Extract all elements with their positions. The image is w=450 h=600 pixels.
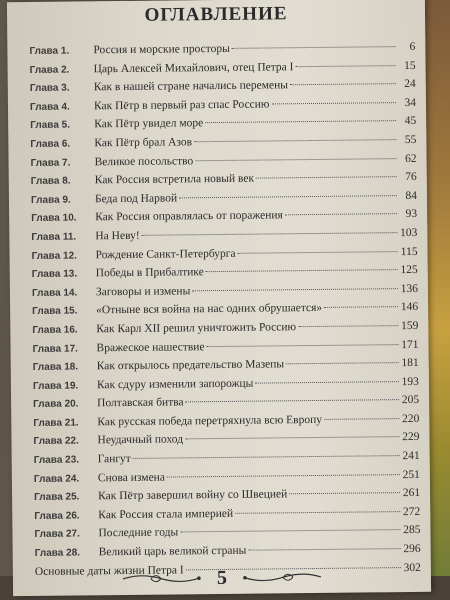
chapter-title: Снова измена: [97, 471, 165, 484]
chapter-label: Глава 18.: [32, 361, 79, 374]
page-ref: 146: [400, 301, 419, 314]
chapter-title: Как в нашей стране начались перемены: [93, 79, 289, 94]
table-of-contents: [29, 38, 421, 581]
dot-leader: [192, 288, 398, 291]
chapter-title: Беда под Нарвой: [94, 192, 178, 206]
page-ref: 6: [409, 40, 416, 53]
chapter-label: Глава 28.: [34, 547, 81, 559]
page-ref: 84: [405, 189, 418, 202]
chapter-title: Царь Алексей Михайлович, отец Петра I: [93, 60, 294, 75]
page-ref: 261: [402, 487, 421, 500]
final-entry-title: Основные даты жизни Петра I: [34, 564, 184, 578]
chapter-label: Глава 27.: [34, 528, 80, 541]
chapter-label: Глава 5.: [30, 119, 71, 132]
dot-leader: [205, 121, 396, 124]
dot-leader: [133, 455, 400, 459]
chapter-title: Как Россия встретила новый век: [94, 172, 255, 187]
page-ref: 205: [401, 394, 420, 407]
dot-leader: [142, 232, 398, 236]
chapter-title: Заговоры и измены: [95, 285, 191, 299]
page-ref: 296: [403, 542, 421, 556]
chapter-label: Глава 12.: [31, 250, 77, 262]
chapter-title: Последние годы: [98, 526, 179, 540]
dot-leader: [186, 399, 400, 402]
chapter-label: Глава 13.: [31, 268, 78, 281]
chapter-title: Гангут: [97, 452, 131, 466]
chapter-label: Глава 20.: [33, 398, 79, 411]
chapter-title: Вражеское нашествие: [96, 340, 205, 354]
dot-leader: [324, 418, 399, 420]
page-ref: 193: [401, 375, 419, 388]
page-ref: 55: [404, 133, 417, 147]
page-ref: 24: [404, 78, 416, 91]
chapter-title: Как Пётр завершил войну со Швецией: [98, 488, 288, 503]
chapter-label: Глава 6.: [30, 138, 71, 150]
chapter-label: Глава 15.: [32, 305, 78, 318]
dot-leader: [248, 548, 400, 551]
page-ref: 171: [401, 338, 419, 351]
chapter-title: Как Россия стала империей: [98, 507, 234, 522]
page-ref: 62: [404, 152, 417, 165]
chapter-title: «Отныне вся война на нас одних обрушается»: [96, 302, 323, 317]
chapter-label: Глава 3.: [29, 82, 70, 95]
chapter-label: Глава 1.: [29, 45, 70, 57]
dot-leader: [286, 362, 399, 364]
chapter-label: Глава 22.: [33, 435, 79, 448]
dot-leader: [285, 213, 397, 215]
page-ref: 76: [405, 171, 417, 184]
chapter-label: Глава 26.: [34, 510, 80, 522]
dot-leader: [232, 46, 396, 49]
dot-leader: [235, 511, 400, 514]
page-ref: 15: [404, 59, 416, 72]
page-ref: 220: [401, 412, 420, 425]
dot-leader: [271, 102, 396, 104]
dot-leader: [238, 251, 398, 254]
chapter-title: Как Карл XII решил уничтожить Россию: [96, 321, 297, 336]
page-ref: 285: [403, 524, 421, 537]
page-footer: [13, 564, 431, 592]
page-ref: 159: [401, 319, 419, 333]
chapter-title: Полтавская битва: [97, 396, 184, 410]
dot-leader: [324, 306, 398, 308]
dot-leader: [195, 158, 396, 161]
dot-leader: [180, 530, 400, 533]
page-ref: 251: [402, 468, 420, 481]
chapter-title: Как Пётр брал Азов: [94, 136, 193, 150]
chapter-title: Великий царь великой страны: [98, 544, 247, 559]
page-title: ОГЛАВЛЕНИЕ: [144, 3, 288, 26]
page-ref: 93: [405, 208, 418, 221]
chapter-title: Как сдуру изменили запорожцы: [96, 377, 254, 391]
chapter-title: Как Пётр увидел море: [94, 117, 204, 131]
dot-leader: [295, 65, 395, 67]
page-ref: 181: [401, 357, 419, 370]
dot-leader: [255, 381, 399, 384]
page-ref: 125: [400, 264, 418, 277]
chapter-label: Глава 2.: [29, 64, 70, 76]
page-ref: 136: [400, 282, 418, 295]
left-ornament-icon: [121, 571, 201, 586]
chapter-label: Глава 25.: [34, 491, 80, 504]
chapter-title: Как Пётр в первый раз спас Россию: [93, 98, 270, 113]
dot-leader: [207, 344, 399, 347]
dot-leader: [167, 474, 400, 477]
chapter-title: Как открылось предательство Мазепы: [96, 358, 285, 373]
page-ref: 241: [402, 449, 420, 463]
dot-leader: [185, 437, 399, 440]
chapter-title: На Неву!: [95, 229, 140, 243]
chapter-label: Глава 7.: [30, 157, 71, 169]
chapter-title: Великое посольство: [94, 154, 194, 168]
chapter-label: Глава 17.: [32, 342, 78, 355]
page-ref: 272: [402, 505, 421, 518]
dot-leader: [194, 139, 396, 142]
chapter-title: Рождение Санкт-Петербурга: [95, 247, 236, 261]
chapter-label: Глава 23.: [33, 454, 80, 467]
chapter-label: Глава 11.: [31, 231, 77, 243]
chapter-label: Глава 16.: [32, 324, 78, 336]
chapter-label: Глава 4.: [29, 101, 70, 113]
chapter-title: Как русская победа перетряхнула всю Европу: [97, 413, 323, 429]
chapter-title: Как Россия оправлялась от поражения: [95, 209, 283, 224]
chapter-label: Глава 8.: [30, 175, 71, 188]
page-ref: 45: [404, 115, 417, 128]
chapter-title: Неудачный поход: [97, 433, 184, 447]
chapter-label: Глава 19.: [32, 380, 79, 392]
book-page: [7, 0, 431, 596]
page-ref: 302: [403, 561, 421, 574]
dot-leader: [206, 269, 398, 272]
dot-leader: [289, 492, 400, 494]
dot-leader: [179, 195, 397, 198]
dot-leader: [256, 176, 397, 178]
chapter-title: Россия и морские просторы: [93, 42, 230, 57]
page-number: 5: [216, 566, 228, 589]
page-ref: 34: [404, 96, 417, 109]
chapter-label: Глава 9.: [30, 194, 71, 206]
chapter-label: Глава 14.: [31, 287, 78, 299]
page-ref: 115: [400, 245, 418, 258]
chapter-title: Победы в Прибалтике: [95, 266, 204, 280]
page-ref: 229: [402, 431, 420, 444]
page-ref: 103: [400, 226, 418, 240]
chapter-label: Глава 10.: [31, 212, 77, 225]
dot-leader: [298, 325, 398, 327]
dot-leader: [290, 83, 396, 85]
chapter-label: Глава 21.: [33, 417, 79, 429]
chapter-label: Глава 24.: [33, 473, 80, 485]
right-ornament-icon: [243, 570, 323, 585]
